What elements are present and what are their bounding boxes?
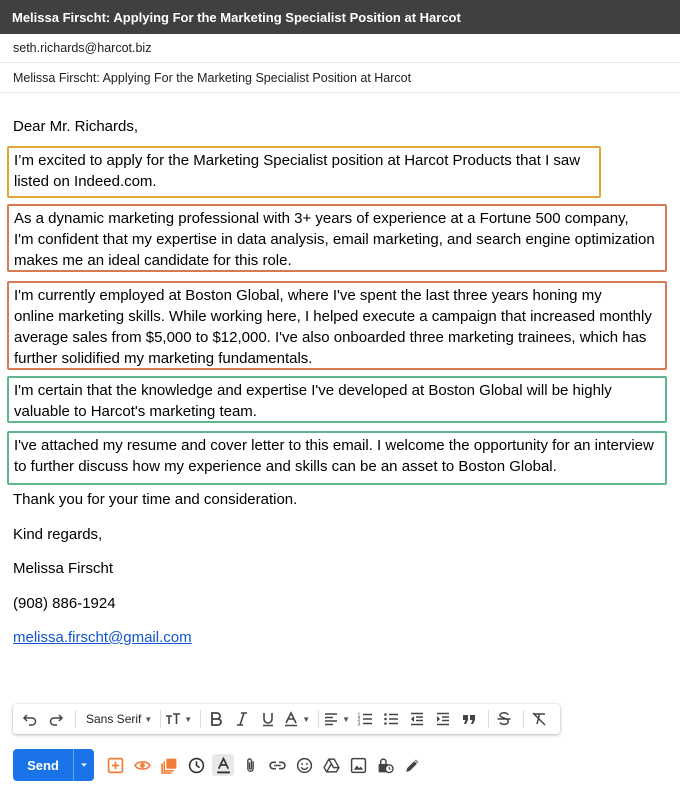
drive-icon[interactable] (320, 754, 342, 776)
paragraph-line: I'm currently employed at Boston Global, where I've spent the last three years honing my (14, 287, 602, 304)
paragraph-line: I'm certain that the knowledge and expertise I've developed at Boston Global will be highly (14, 382, 612, 399)
toolbar-divider (488, 710, 489, 728)
toolbar-divider (523, 710, 524, 728)
send-options-button[interactable] (73, 749, 94, 781)
formatting-toolbar (13, 704, 560, 734)
chevron-down-icon: ▼ (144, 714, 153, 724)
emoji-icon[interactable] (293, 754, 315, 776)
signature-phone: (908) 886-1924 (13, 595, 116, 612)
signature-name: Melissa Firscht (13, 560, 114, 577)
attach-icon[interactable] (239, 754, 261, 776)
chevron-down-icon: ▼ (342, 714, 351, 724)
paragraph-line: valuable to Harcot's marketing team. (14, 403, 257, 420)
to-field[interactable] (0, 34, 680, 63)
formatting-icon[interactable] (212, 754, 234, 776)
paragraph-line: I’m excited to apply for the Marketing Specialist position at Harcot Products that I saw (14, 152, 581, 169)
clock-icon[interactable] (185, 754, 207, 776)
text-color-icon[interactable] (283, 707, 310, 731)
paragraph-line: average sales from $5,000 to $12,000. I've also onboarded three marketing trainees, which has (14, 329, 647, 346)
signoff: Kind regards, (13, 526, 103, 543)
paragraph-line: As a dynamic marketing professional with 3+ years of experience at a Fortune 500 company, (14, 210, 629, 227)
photo-icon[interactable] (347, 754, 369, 776)
bulleted-list-icon[interactable] (380, 707, 402, 731)
chevron-down-icon: ▼ (302, 714, 311, 724)
toolbar-divider (318, 710, 319, 728)
send-button[interactable] (13, 749, 94, 781)
paragraph-line: listed on Indeed.com. (14, 173, 157, 190)
chevron-down-icon: ▼ (184, 714, 193, 724)
numbered-list-icon[interactable] (354, 707, 376, 731)
link-icon[interactable] (266, 754, 288, 776)
signature-email-link[interactable]: melissa.firscht@gmail.com (13, 629, 192, 646)
svg-text:3: 3 (357, 721, 361, 727)
quote-icon[interactable] (458, 707, 480, 731)
subject-field[interactable] (0, 63, 680, 93)
chevron-down-icon (79, 760, 89, 770)
paragraph-line: I've attached my resume and cover letter to this email. I welcome the opportunity for an interview (14, 437, 654, 454)
paragraph-line: to further discuss how my experience and skills can be an asset to Boston Global. (14, 458, 557, 475)
font-family-label: Sans Serif (86, 712, 142, 726)
align-icon[interactable] (323, 707, 350, 731)
paragraph-call-to-action (7, 431, 667, 485)
toolbar-divider (75, 710, 76, 728)
paragraph-qualifications (7, 204, 667, 272)
paragraph-line: online marketing skills. While working here, I helped execute a campaign that increased monthly (14, 308, 652, 325)
italic-icon[interactable] (231, 707, 253, 731)
redo-icon[interactable] (45, 707, 67, 731)
svg-text:1: 1 (357, 712, 361, 719)
subject-text[interactable]: Melissa Firscht: Applying For the Marketing Specialist Position at Harcot (13, 70, 412, 85)
bold-icon[interactable] (205, 707, 227, 731)
closing-line: Thank you for your time and consideration. (13, 491, 298, 508)
lock-clock-icon[interactable] (374, 754, 396, 776)
strikethrough-icon[interactable] (493, 707, 515, 731)
toolbar-divider (160, 710, 161, 728)
paragraph-line: makes me an ideal candidate for this role. (14, 252, 292, 269)
font-size-button[interactable] (165, 707, 192, 731)
underline-icon[interactable] (257, 707, 279, 731)
add-icon[interactable] (104, 754, 126, 776)
send-label: Send (27, 757, 59, 773)
compose-action-bar (13, 749, 673, 781)
font-family-select[interactable] (86, 707, 152, 731)
eye-icon[interactable] (131, 754, 153, 776)
paragraph-line: I'm confident that my expertise in data analysis, email marketing, and search engine optimization (14, 231, 655, 248)
paragraph-value (7, 376, 667, 423)
remove-formatting-icon[interactable] (528, 707, 550, 731)
svg-text:2: 2 (357, 717, 361, 723)
greeting: Dear Mr. Richards, (13, 118, 139, 135)
paragraph-intro (7, 146, 601, 198)
to-recipient[interactable]: seth.richards@harcot.biz (13, 41, 152, 55)
undo-icon[interactable] (19, 707, 41, 731)
indent-less-icon[interactable] (406, 707, 428, 731)
paragraph-line: further solidified my marketing fundamentals. (14, 350, 313, 367)
toolbar-divider (200, 710, 201, 728)
window-title: Melissa Firscht: Applying For the Marketing Specialist Position at Harcot (0, 0, 680, 34)
paragraph-experience (7, 281, 667, 370)
pen-icon[interactable] (401, 754, 423, 776)
indent-more-icon[interactable] (432, 707, 454, 731)
layers-icon[interactable] (158, 754, 180, 776)
